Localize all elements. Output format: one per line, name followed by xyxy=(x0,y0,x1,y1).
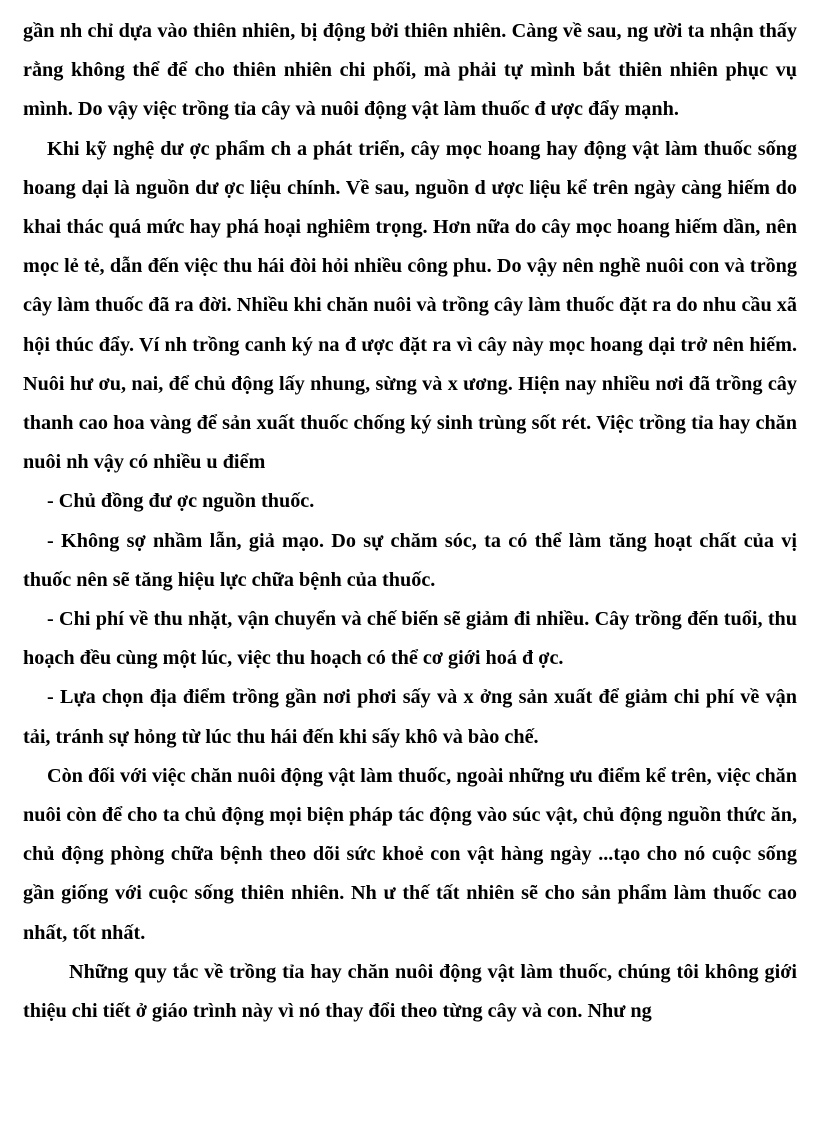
document-page xyxy=(23,12,797,1031)
paragraph-rules: Những quy tắc về trồng tỉa hay chăn nuôi động vật làm thuốc, chúng tôi không giới thiệu chi tiết ở giáo trình này vì nó thay đổi theo từng cây và con. Như ng xyxy=(23,960,797,1023)
paragraph-animal-husbandry: Còn đối với việc chăn nuôi động vật làm thuốc, ngoài những ưu điểm kể trên, việc chăn nuôi còn để cho ta chủ động mọi biện pháp tác động vào súc vật, chủ động nguồn thức ăn, chủ động phòng chữa bệnh theo dõi sức khoẻ con vật hàng ngày ...tạo cho nó cuộc sống gần giống với cuộc sống thiên nhiên. Nh ư thế tất nhiên sẽ cho sản phẩm làm thuốc cao nhất, tốt nhất. xyxy=(23,764,797,944)
list-item-location-choice: - Lựa chọn địa điểm trồng gần nơi phơi sấy và x ởng sản xuất để giảm chi phí về vận tải, tránh sự hỏng từ lúc thu hái đến khi sấy khô và bào chế. xyxy=(23,686,797,748)
list-item-source-control: - Chủ đồng đư ợc nguồn thuốc. xyxy=(47,490,315,513)
list-item-no-counterfeit: - Không sợ nhầm lẫn, giả mạo. Do sự chăm sóc, ta có thể làm tăng hoạt chất của vị thuốc nên sẽ tăng hiệu lực chữa bệnh của thuốc. xyxy=(23,529,797,591)
paragraph-pharma-history: Khi kỹ nghệ dư ợc phẩm ch a phát triển, cây mọc hoang hay động vật làm thuốc sống hoang dại là nguồn dư ợc liệu chính. Về sau, nguồn d ược liệu kể trên ngày càng hiếm do khai thác quá mức hay phá hoại nghiêm trọng. Hơn nữa do cây mọc hoang hiếm dần, nên mọc lẻ tẻ, dẫn đến việc thu hái đòi hỏi nhiều công phu. Do vậy nên nghề nuôi con và trồng cây làm thuốc đã ra đời. Nhiều khi chăn nuôi và trồng cây làm thuốc đặt ra do nhu cầu xã hội thúc đẩy. Ví nh trồng canh ký na đ ược đặt ra vì cây này mọc hoang dại trở nên hiếm. Nuôi hư ơu, nai, để chủ động lấy nhung, sừng và x ương. Hiện nay nhiều nơi đã trồng cây thanh cao hoa vàng để sản xuất thuốc chống ký sinh trùng sốt rét. Việc trồng tỉa hay chăn nuôi nh vậy có nhiều u điểm xyxy=(23,137,797,474)
list-item-cost-reduction: - Chi phí về thu nhặt, vận chuyển và chế biến sẽ giảm đi nhiều. Cây trồng đến tuổi, thu hoạch đều cùng một lúc, việc thu hoạch có thể cơ giới hoá đ ợc. xyxy=(23,608,797,670)
paragraph-continuation: gần nh chỉ dựa vào thiên nhiên, bị động bởi thiên nhiên. Càng về sau, ng ười ta nhận thấy rằng không thể để cho thiên nhiên chi phối, mà phải tự mình bắt thiên nhiên phục vụ mình. Do vậy việc trồng tỉa cây và nuôi động vật làm thuốc đ ược đẩy mạnh. xyxy=(23,20,797,121)
